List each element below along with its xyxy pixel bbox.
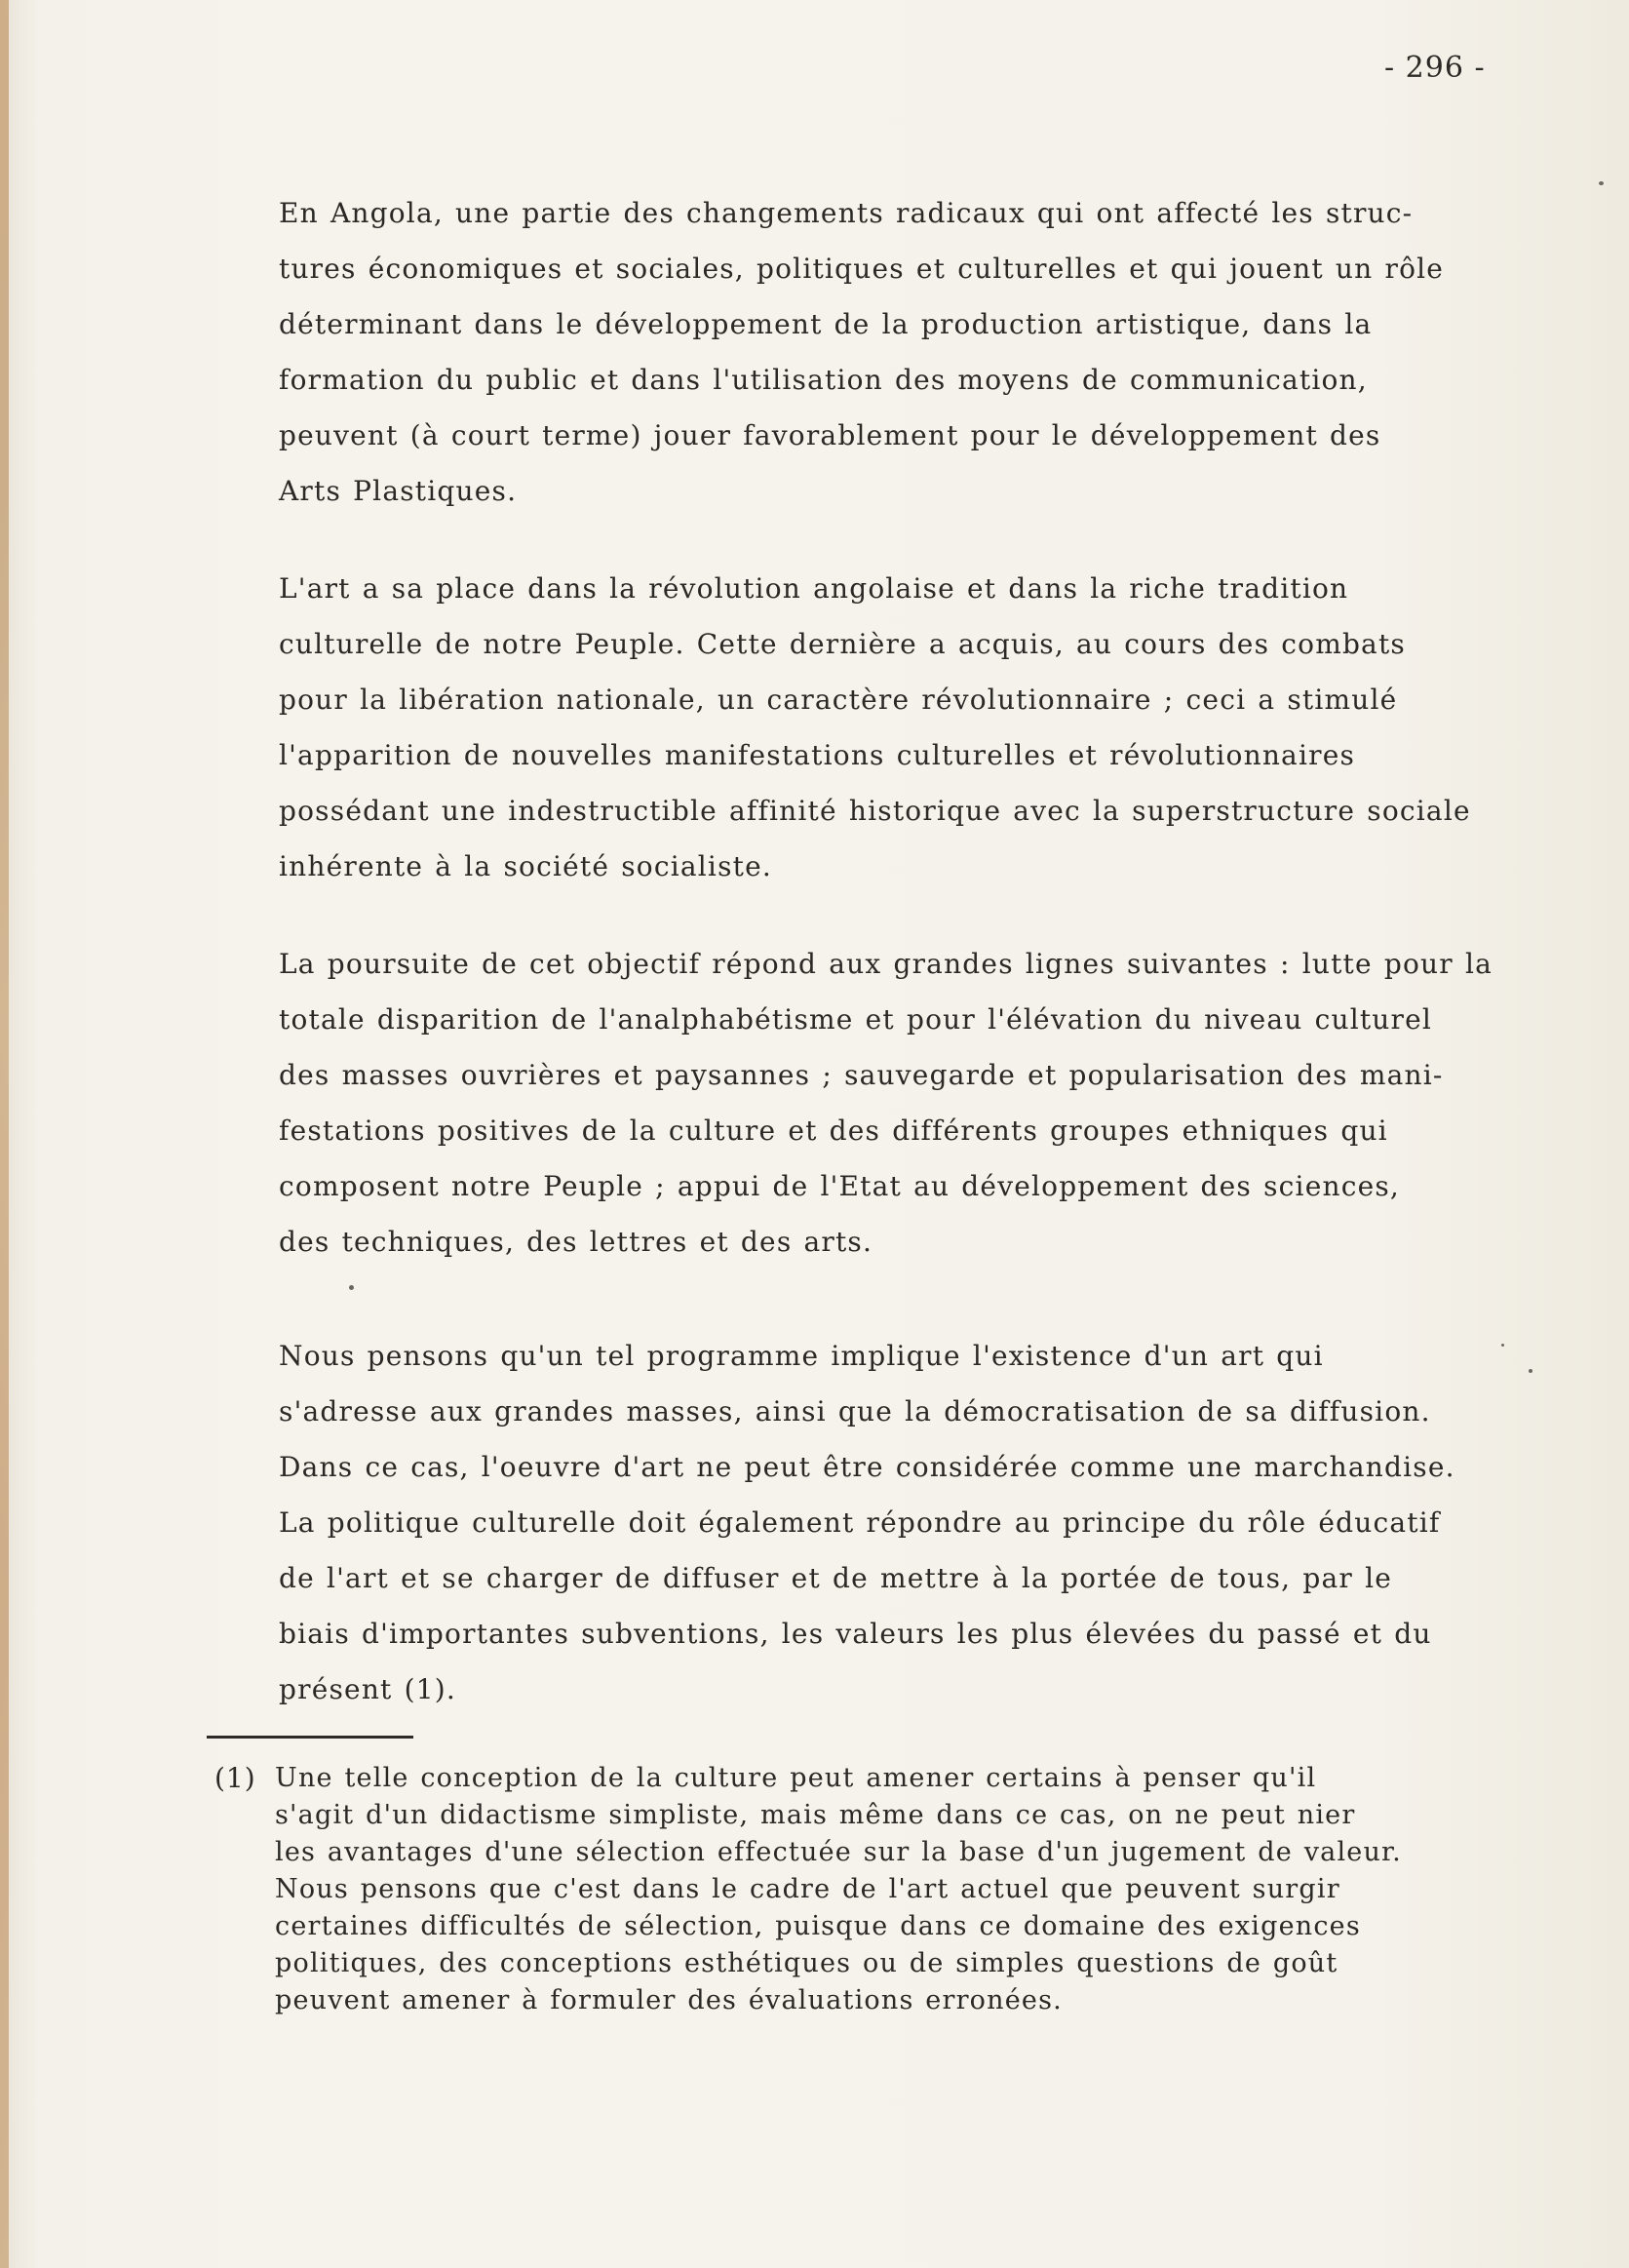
paragraph-line: culturelle de notre Peuple. Cette dernière a acquis, au cours des combats [279,628,1406,660]
footnote [275,1760,1402,2019]
paragraph-line: Arts Plastiques. [279,475,518,507]
paragraph-line: pour la libération nationale, un caractère révolutionnaire ; ceci a stimulé [279,684,1398,716]
footnote-line: Une telle conception de la culture peut amener certains à penser qu'il [275,1763,1317,1793]
paragraph-line: possédant une indestructible affinité historique avec la superstructure sociale [279,795,1471,827]
paragraph-line: l'apparition de nouvelles manifestations culturelles et révolutionnaires [279,739,1356,771]
paragraph-line: peuvent (à court terme) jouer favorablement pour le développement des [279,419,1381,451]
scan-speck [1599,181,1604,185]
paragraph-line: formation du public et dans l'utilisation des moyens de communication, [279,364,1368,396]
paragraph-line: de l'art et se charger de diffuser et de mettre à la portée de tous, par le [279,1562,1393,1594]
footnote-line: politiques, des conceptions esthétiques ou de simples questions de goût [275,1948,1338,1978]
scan-speck [349,1285,354,1290]
footnote-separator [207,1736,413,1739]
scan-speck [1529,1369,1532,1373]
paragraph-line: des masses ouvrières et paysannes ; sauvegarde et popularisation des mani- [279,1059,1444,1091]
paragraph-line: La politique culturelle doit également répondre au principe du rôle éducatif [279,1506,1441,1539]
paragraph-2 [279,561,1471,894]
paragraph-line: inhérente à la société socialiste. [279,850,772,882]
footnote-line: s'agit d'un didactisme simpliste, mais même dans ce cas, on ne peut nier [275,1800,1356,1830]
paragraph-line: des techniques, des lettres et des arts. [279,1226,873,1258]
page-number: - 296 - [1384,51,1486,85]
paragraph-line: s'adresse aux grandes masses, ainsi que la démocratisation de sa diffusion. [279,1395,1431,1427]
footnote-marker: (1) [214,1762,256,1794]
paragraph-line: En Angola, une partie des changements radicaux qui ont affecté les struc- [279,197,1414,229]
paragraph-line: Dans ce cas, l'oeuvre d'art ne peut être considérée comme une marchandise. [279,1451,1455,1483]
paragraph-line: L'art a sa place dans la révolution angolaise et dans la riche tradition [279,572,1349,605]
footnote-line: certaines difficultés de sélection, puisque dans ce domaine des exigences [275,1911,1361,1941]
paragraph-line: biais d'importantes subventions, les valeurs les plus élevées du passé et du [279,1618,1432,1650]
scan-speck [1501,1344,1504,1347]
paragraph-line: déterminant dans le développement de la production artistique, dans la [279,308,1373,340]
paragraph-3 [279,936,1493,1270]
paragraph-line: festations positives de la culture et des différents groupes ethniques qui [279,1114,1388,1147]
paragraph-line: présent (1). [279,1673,456,1705]
footnote-line: peuvent amener à formuler des évaluations erronées. [275,1985,1063,2015]
paragraph-line: composent notre Peuple ; appui de l'Etat au développement des sciences, [279,1170,1401,1202]
footnote-line: Nous pensons que c'est dans le cadre de l'art actuel que peuvent surgir [275,1874,1340,1904]
paragraph-line: Nous pensons qu'un tel programme implique l'existence d'un art qui [279,1340,1324,1372]
paragraph-4 [279,1328,1455,1717]
paragraph-line: totale disparition de l'analphabétisme et pour l'élévation du niveau culturel [279,1003,1433,1036]
paragraph-line: tures économiques et sociales, politiques et culturelles et qui jouent un rôle [279,253,1445,285]
footnote-line: les avantages d'une sélection effectuée sur la base d'un jugement de valeur. [275,1837,1402,1867]
paragraph-1 [279,185,1444,519]
paragraph-line: La poursuite de cet objectif répond aux grandes lignes suivantes : lutte pour la [279,948,1493,980]
paper-edge [0,0,9,2268]
